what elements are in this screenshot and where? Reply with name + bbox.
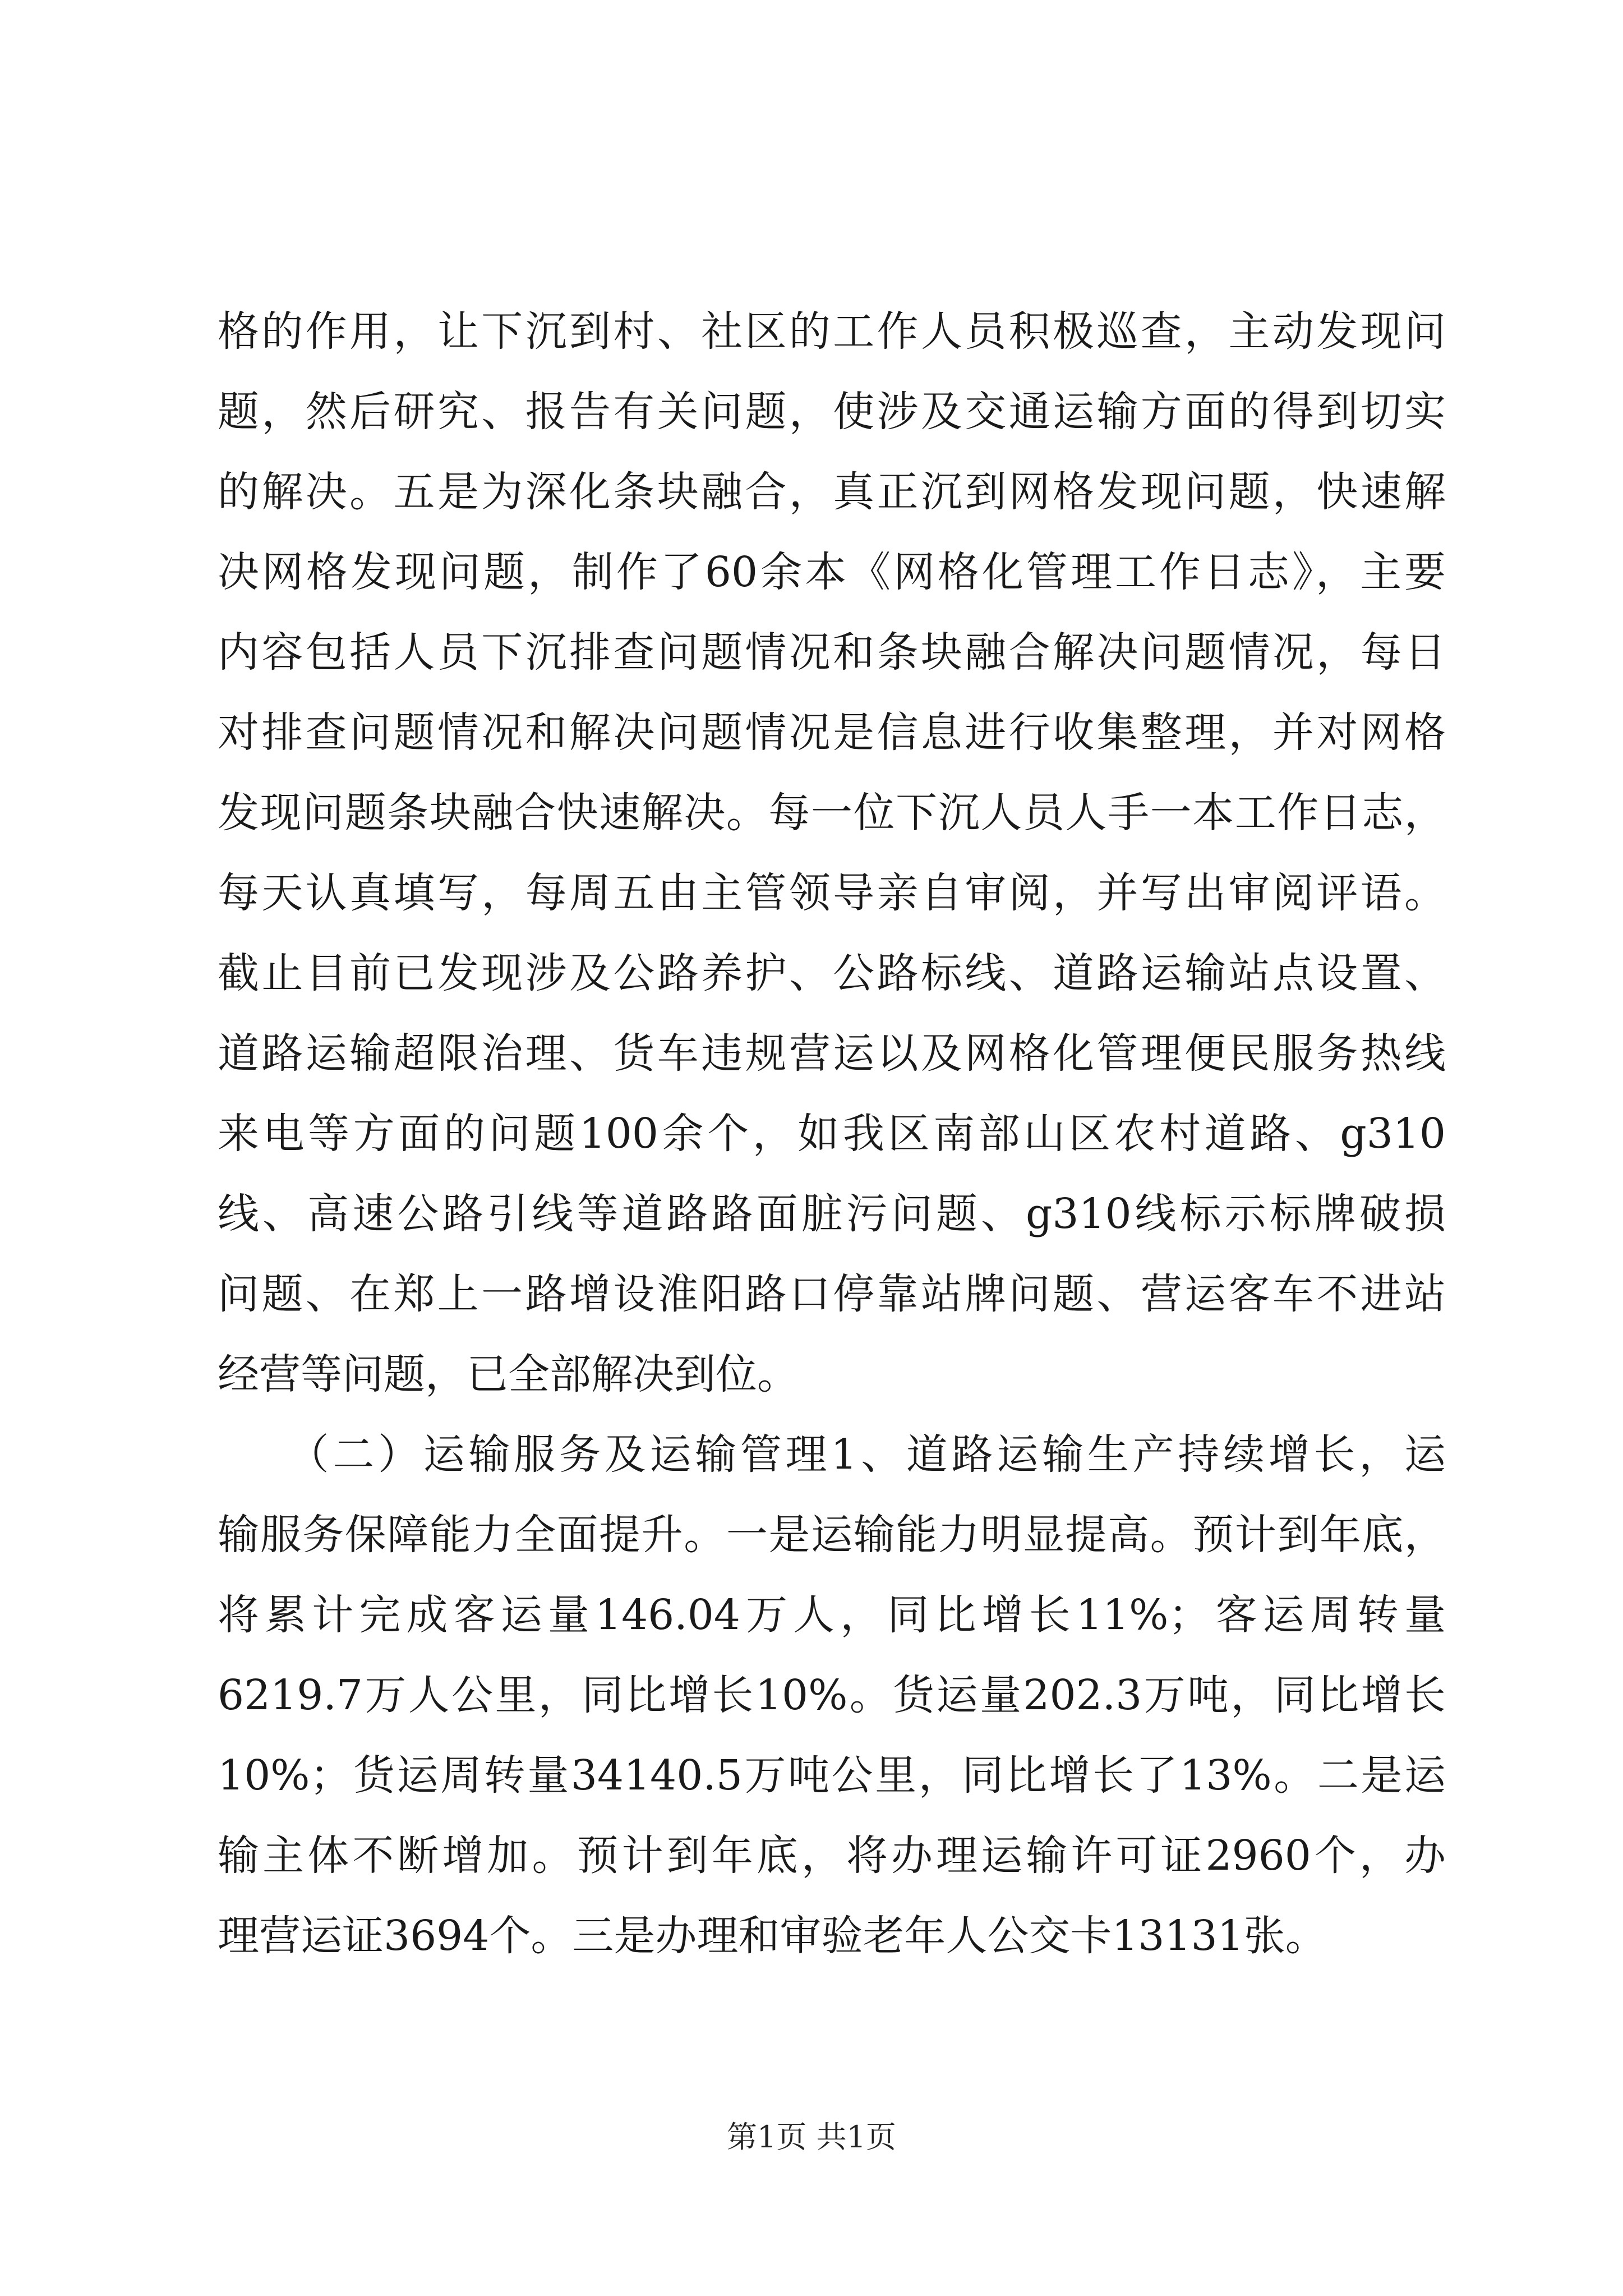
text-line: 每天认真填写，每周五由主管领导亲自审阅，并写出审阅评语。 bbox=[218, 869, 1446, 917]
text-line: 题，然后研究、报告有关问题，使涉及交通运输方面的得到切实 bbox=[218, 388, 1446, 436]
text-line: 发现问题条块融合快速解决。每一位下沉人员人手一本工作日志， bbox=[218, 789, 1446, 837]
text-line: 经营等问题，已全部解决到位。 bbox=[218, 1350, 799, 1398]
body-text bbox=[218, 292, 1446, 1976]
text-line: 决网格发现问题，制作了60余本《网格化管理工作日志》，主要 bbox=[218, 548, 1446, 596]
text-line: 10%；货运周转量34140.5万吨公里，同比增长了13%。二是运 bbox=[218, 1751, 1446, 1800]
text-line: 问题、在郑上一路增设淮阳路口停靠站牌问题、营运客车不进站 bbox=[218, 1270, 1446, 1318]
page-footer bbox=[0, 2118, 1623, 2157]
text-line: 输主体不断增加。预计到年底，将办理运输许可证2960个，办 bbox=[218, 1832, 1446, 1880]
text-line: 将累计完成客运量146.04万人，同比增长11%；客运周转量 bbox=[218, 1591, 1446, 1639]
text-line: 对排查问题情况和解决问题情况是信息进行收集整理，并对网格 bbox=[218, 708, 1446, 757]
text-line: 内容包括人员下沉排查问题情况和条块融合解决问题情况，每日 bbox=[218, 628, 1446, 677]
text-line: 6219.7万人公里，同比增长10%。货运量202.3万吨，同比增长 bbox=[218, 1671, 1446, 1719]
text-line: 输服务保障能力全面提升。一是运输能力明显提高。预计到年底， bbox=[218, 1511, 1446, 1559]
text-line: 截止目前已发现涉及公路养护、公路标线、道路运输站点设置、 bbox=[218, 949, 1446, 997]
text-line: 格的作用，让下沉到村、社区的工作人员积极巡查，主动发现问 bbox=[218, 307, 1446, 356]
text-line: 的解决。五是为深化条块融合，真正沉到网格发现问题，快速解 bbox=[218, 468, 1446, 516]
text-line: 道路运输超限治理、货车违规营运以及网格化管理便民服务热线 bbox=[218, 1029, 1446, 1078]
text-line: 来电等方面的问题100余个，如我区南部山区农村道路、g310 bbox=[218, 1110, 1446, 1158]
page-number: 第1页 共1页 bbox=[727, 2119, 896, 2155]
section-heading-line: （二）运输服务及运输管理1、道路运输生产持续增长，运 bbox=[218, 1430, 1446, 1479]
text-line: 线、高速公路引线等道路路面脏污问题、g310线标示标牌破损 bbox=[218, 1190, 1446, 1238]
text-line: 理营运证3694个。三是办理和审验老年人公交卡13131张。 bbox=[218, 1912, 1327, 1960]
